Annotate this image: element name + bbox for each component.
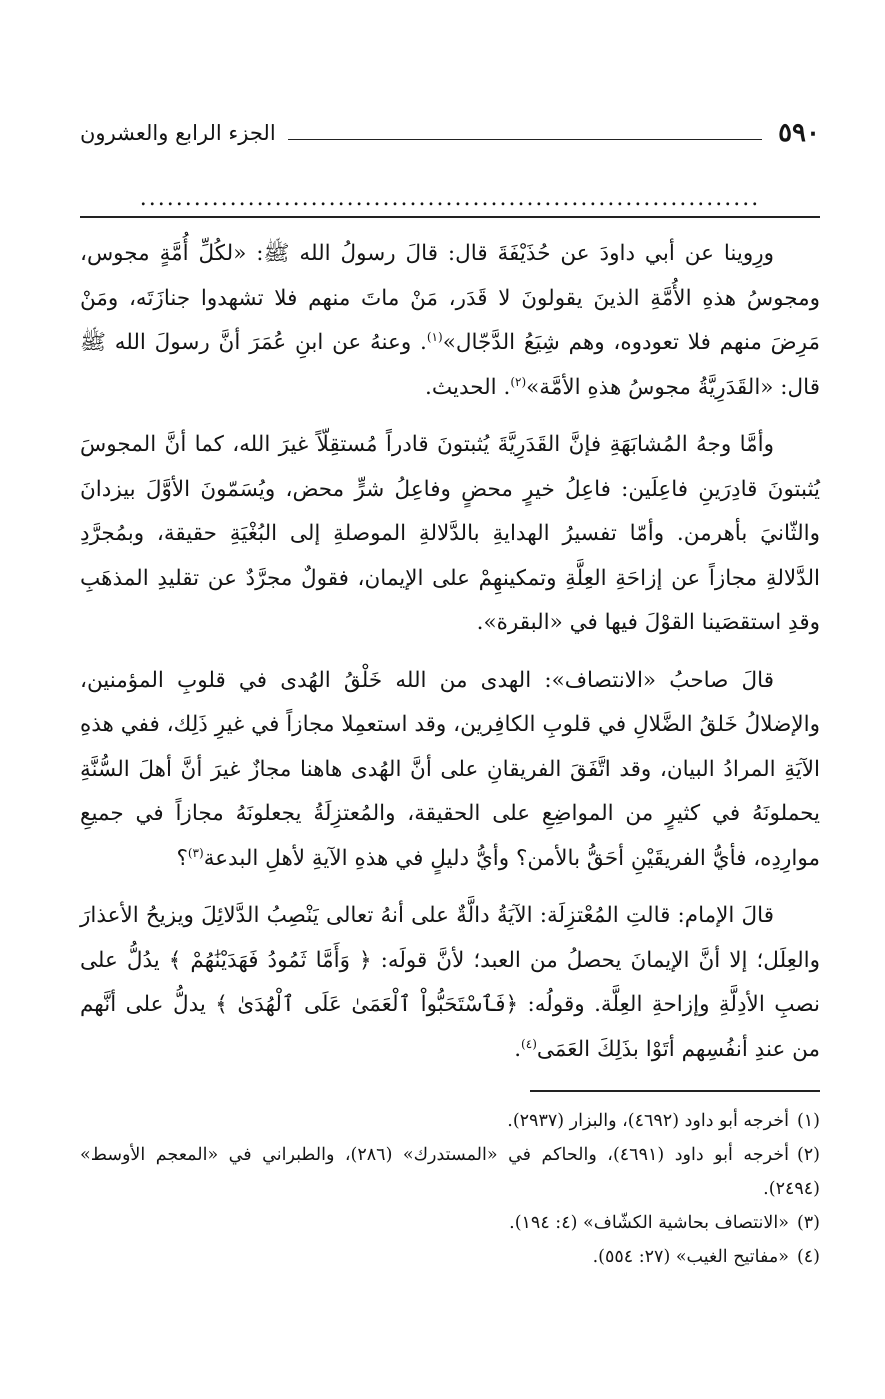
dotted-separator: ..................................................................... bbox=[80, 190, 820, 218]
body-text bbox=[80, 232, 820, 1072]
paragraph-1: ورِوينا عن أبي داودَ عن حُذَيْفَةَ قال: قالَ رسولُ الله ﷺ: «لكُلِّ أُمَّةٍ مجوس، ومجوسُ هذهِ الأُمَّةِ الذينَ يقولونَ لا قَدَر، مَنْ ماتَ منهم فلا تشهدوا جنازَتَه، ومَنْ مَرِضَ منهم فلا تعودوه، وهم شِيَعُ الدَّجّال»$^{(١)}$. وعنهُ عن ابنِ عُمَرَ أنَّ رسولَ الله ﷺ قال: «القَدَرِيَّةُ مجوسُ هذهِ الأمَّة»$^{(٢)}$. الحديث. bbox=[80, 241, 821, 400]
paragraph-3: قالَ صاحبُ «الانتصاف»: الهدى من الله خَلْقُ الهُدى في قلوبِ المؤمنين، والإضلالُ خَلقُ الضَّلالِ في قلوبِ الكافِرين، وقد استعمِلا مجازاً في غيرِ ذَلِك، ففي هذهِ الآيَةِ المرادُ البيان، وقد اتَّفَقَ الفريقانِ على أنَّ الهُدى هاهنا مجازٌ غيرَ أنَّ أهلَ السُّنَّةِ يحملونَهُ في كثيرٍ من المواضِعِ على الحقيقة، والمُعتزِلَةُ يجعلونَهُ مجازاً في جميعِ موارِدِه، فأيُّ الفريقَيْنِ أحَقُّ بالأمن؟ وأيُّ دليلٍ في هذهِ الآيةِ لأهلِ البدعة$^{(٣)}$؟ bbox=[80, 667, 821, 871]
paragraph-4: قالَ الإمام: قالتِ المُعْتزِلَة: الآيَةُ دالَّةٌ على أنهُ تعالى يَنْصِبُ الدَّلائِلَ ويزيحُ الأعذارَ والعِلَل؛ إلا أنَّ الإيمانَ يحصلُ من العبد؛ لأنَّ قولَه: ﴿ وَأَمَّا ثَمُودُ فَهَدَيْنَٰهُمْ ﴾ يدُلُّ على نصبِ الأدِلَّةِ وإزاحةِ العِلَّة. وقولُه: ﴿فَٱسْتَحَبُّواْ ٱلْعَمَىٰ عَلَى ٱلْهُدَىٰ ﴾ يدلُّ على أنَّهم من عندِ أنفُسِهم أتَوْا بذَلِكَ العَمَى$^{(٤)}$. bbox=[80, 903, 820, 1062]
page-number: ٥٩٠ bbox=[778, 118, 820, 148]
footnote-4: (٤)«مفاتيح الغيب» (٢٧: ٥٥٤). bbox=[592, 1247, 820, 1267]
footnote-ref-3: (٣) bbox=[187, 845, 204, 860]
page-header bbox=[80, 108, 820, 148]
header-rule bbox=[288, 139, 762, 140]
paragraph-2: وأمَّا وجهُ المُشابَهَةِ فإنَّ القَدَرِيَّةَ يُثبتونَ قادراً مُستقِلّاً غيرَ الله، كما أنَّ المجوسَ يُثبتونَ قادِرَينِ فاعِلَين: فاعِلُ خيرٍ محضٍ وفاعِلُ شرٍّ محض، ويُسَمّونَ الأوَّلَ بيزدانَ والثّانيَ بأهرمن. وأمّا تفسيرُ الهدايةِ بالدَّلالةِ الموصلةِ إلى البُغْيَةِ حقيقة، وبمُجرَّدِ الدَّلالةِ مجازاً عن إزاحَةِ العِلَّةِ وتمكينهِمْ على الإيمان، فقولٌ مجرَّدٌ عن تقليدِ المذهَبِ وقدِ استقصَينا القوْلَ فيها في «البقرة». bbox=[80, 432, 820, 635]
footnote-1: (١)أخرجه أبو داود (٤٦٩٢)، والبزار (٢٩٣٧). bbox=[507, 1111, 820, 1131]
footnote-separator bbox=[530, 1090, 820, 1092]
footnote-ref-1: (١) bbox=[426, 329, 443, 344]
footnote-2: (٢)أخرجه أبو داود (٤٦٩١)، والحاكم في «المستدرك» (٢٨٦)، والطبراني في «المعجم الأوسط» (٢٤٩٤). bbox=[80, 1145, 820, 1199]
footnote-ref-2: (٢) bbox=[510, 374, 527, 389]
footnotes bbox=[80, 1104, 820, 1274]
running-title: الجزء الرابع والعشرون bbox=[80, 121, 276, 145]
page bbox=[80, 108, 820, 1274]
footnote-3: (٣)«الانتصاف بحاشية الكشّاف» (٤: ١٩٤). bbox=[509, 1213, 820, 1233]
footnote-ref-4: (٤) bbox=[521, 1036, 537, 1051]
